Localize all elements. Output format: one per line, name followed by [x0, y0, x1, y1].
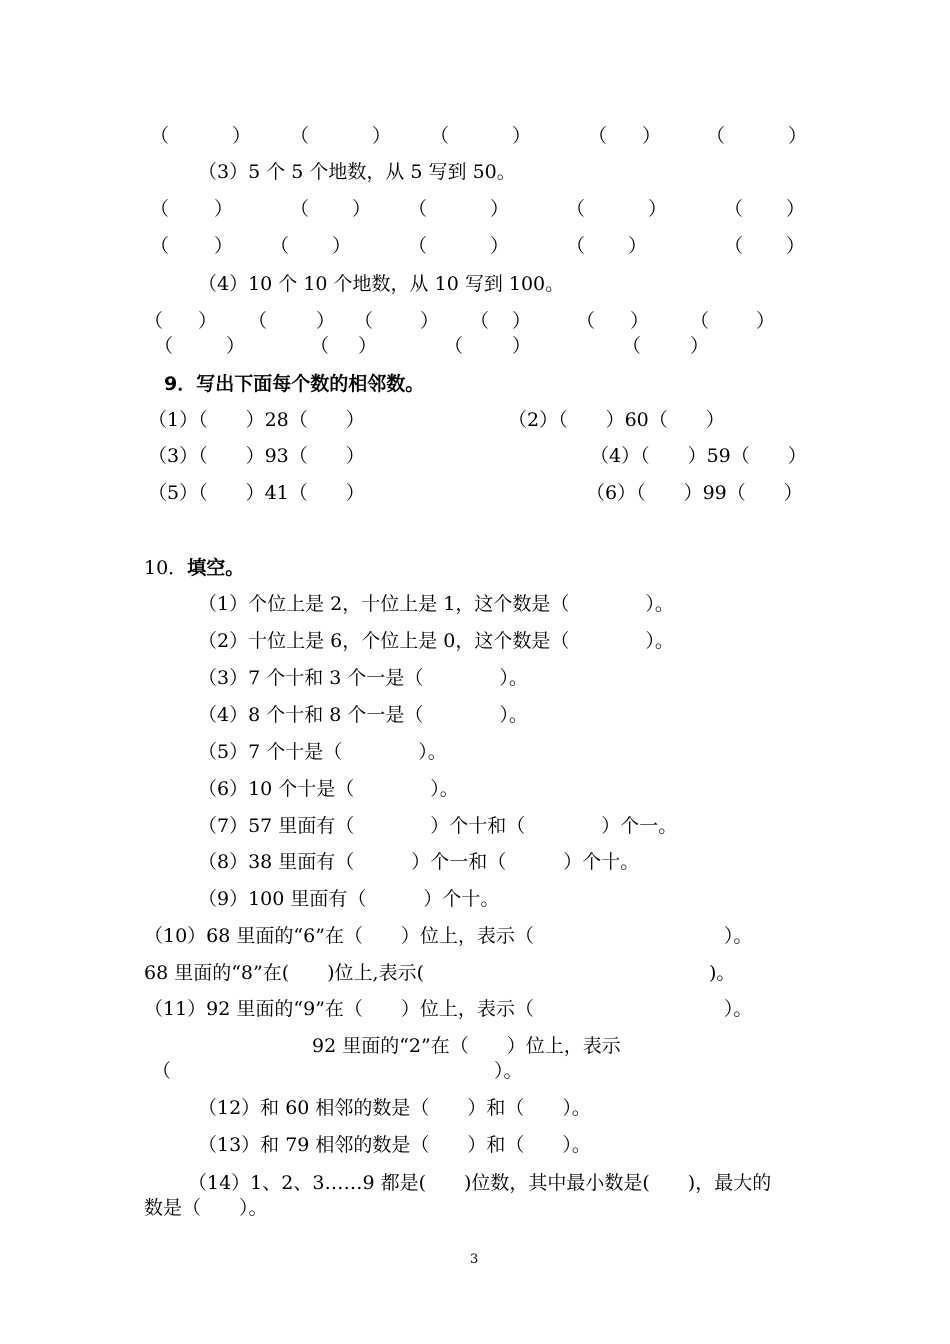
q9-item-5: （5）（ ）41（ ）	[148, 482, 365, 504]
blank: ）	[226, 335, 246, 357]
blank: ）	[372, 125, 392, 147]
blank: （	[566, 198, 586, 220]
blank: ）	[198, 310, 218, 332]
blank: ）	[628, 235, 648, 257]
blank: （	[248, 310, 268, 332]
q10-item-14: （14）1、2、3……9 都是( )位数，其中最小数是( )，最大的	[188, 1172, 772, 1194]
blank: ）	[786, 235, 806, 257]
blank: （	[150, 198, 170, 220]
blank: （	[430, 125, 450, 147]
q10-item-7: （7）57 里面有（ ）个十和（ ）个一。	[198, 815, 678, 837]
q10-item-11b-blank: （ ）。	[152, 1060, 523, 1082]
q10-item-3: （3）7 个十和 3 个一是（ ）。	[198, 667, 528, 689]
blank: （	[588, 125, 608, 147]
blank: ）	[642, 125, 662, 147]
blank: （	[150, 235, 170, 257]
blank: （	[290, 198, 310, 220]
q10-item-9: （9）100 里面有（ ）个十。	[198, 888, 500, 910]
blank: ）	[358, 335, 378, 357]
blank: （	[622, 335, 642, 357]
blank: （	[706, 125, 726, 147]
blank: （	[154, 335, 174, 357]
blank: ）	[490, 198, 510, 220]
page-number: 3	[470, 1252, 479, 1267]
blank: （	[270, 235, 290, 257]
blank: ）	[756, 310, 776, 332]
blank: ）	[232, 125, 252, 147]
blank: ）	[316, 310, 336, 332]
question-10-number: 10．	[144, 557, 188, 579]
blank: ）	[630, 310, 650, 332]
q10-item-8: （8）38 里面有（ ）个一和（ ）个十。	[198, 851, 640, 873]
blank: ）	[648, 198, 668, 220]
blank: ）	[490, 235, 510, 257]
blank: （	[144, 310, 164, 332]
blank: ）	[512, 335, 532, 357]
q10-item-5: （5）7 个十是（ ）。	[198, 741, 447, 763]
item-3-label: （3）5 个 5 个地数，从 5 写到 50。	[198, 161, 516, 183]
blank: （	[690, 310, 710, 332]
blank: ）	[786, 198, 806, 220]
blank: ）	[512, 310, 532, 332]
blank: （	[444, 335, 464, 357]
q10-item-1: （1）个位上是 2，十位上是 1，这个数是（ ）。	[198, 593, 674, 615]
q10-item-12: （12）和 60 相邻的数是（ ）和（ ）。	[198, 1097, 591, 1119]
blank: （	[470, 310, 490, 332]
q10-item-14-cont: 数是（ ）。	[144, 1197, 268, 1219]
blank: ）	[420, 310, 440, 332]
q10-item-10b: 68 里面的“8”在( )位上,表示( )。	[144, 962, 736, 984]
blank: ）	[788, 125, 808, 147]
question-10-heading	[144, 556, 244, 580]
item-4-label: （4）10 个 10 个地数，从 10 写到 100。	[198, 273, 565, 295]
blank: （	[150, 125, 170, 147]
blank: （	[724, 235, 744, 257]
blank: （	[576, 310, 596, 332]
blank: （	[408, 235, 428, 257]
q10-item-11: （11）92 里面的“9”在（ ）位上，表示（ ）。	[144, 998, 753, 1020]
q10-item-10: （10）68 里面的“6”在（ ）位上，表示（ ）。	[144, 925, 753, 947]
blank: （	[566, 235, 586, 257]
q10-item-6: （6）10 个十是（ ）。	[198, 778, 459, 800]
blank: ）	[214, 198, 234, 220]
q10-item-4: （4）8 个十和 8 个一是（ ）。	[198, 704, 528, 726]
blank: （	[310, 335, 330, 357]
q9-item-4: （4）（ ）59（ ）	[590, 445, 807, 467]
blank: ）	[352, 198, 372, 220]
question-9-heading: 9．写出下面每个数的相邻数。	[164, 373, 425, 395]
blank: ）	[332, 235, 352, 257]
blank: ）	[214, 235, 234, 257]
blank: （	[290, 125, 310, 147]
q10-item-2: （2）十位上是 6，个位上是 0，这个数是（ ）。	[198, 630, 674, 652]
q10-item-11b: 92 里面的“2”在（ ）位上，表示	[312, 1035, 621, 1057]
q9-item-3: （3）（ ）93（ ）	[148, 445, 365, 467]
question-10-title: 填空。	[187, 557, 245, 579]
blank: （	[408, 198, 428, 220]
blank: （	[724, 198, 744, 220]
q9-item-2: （2）（ ）60（ ）	[508, 409, 725, 431]
blank: ）	[690, 335, 710, 357]
q9-item-6: （6）（ ）99（ ）	[586, 482, 803, 504]
blank: ）	[512, 125, 532, 147]
q10-item-13: （13）和 79 相邻的数是（ ）和（ ）。	[198, 1134, 591, 1156]
q9-item-1: （1）（ ）28（ ）	[148, 409, 365, 431]
blank: （	[354, 310, 374, 332]
